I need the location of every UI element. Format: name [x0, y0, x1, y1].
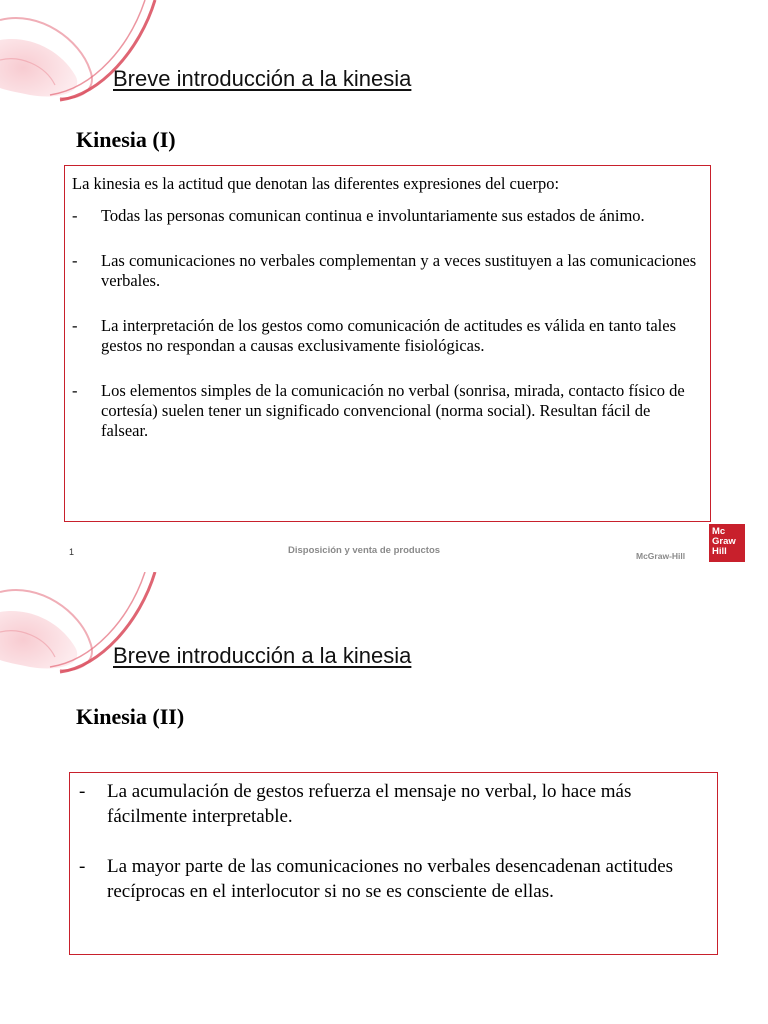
- content-box: [64, 165, 711, 522]
- header-title: Breve introducción a la kinesia: [113, 643, 412, 668]
- slide-heading: Kinesia (II): [76, 704, 185, 729]
- red-swoosh-decoration: [0, 0, 170, 110]
- bullet-marker: -: [72, 381, 78, 400]
- logo-line: Graw: [712, 536, 736, 547]
- bullet-text: La mayor parte de las comunicaciones no verbales desencadenan actitudes recíprocas en el interlocutor si no se es consciente de ellas.: [107, 856, 674, 902]
- bullet-marker: -: [79, 856, 86, 877]
- footer-publisher: McGraw-Hill: [636, 551, 686, 561]
- logo-line: Mc: [712, 526, 726, 537]
- list-item: [72, 316, 700, 356]
- list-item: [79, 854, 707, 904]
- bullet-text: Las comunicaciones no verbales complementan y a veces sustituyen a las comunicaciones verbales.: [101, 251, 697, 290]
- bullet-marker: -: [72, 316, 78, 335]
- bullet-marker: -: [72, 251, 78, 270]
- slide-heading: Kinesia (I): [76, 127, 176, 152]
- footer-course-title: Disposición y venta de productos: [288, 545, 441, 556]
- bullet-text: La interpretación de los gestos como comunicación de actitudes es válida en tanto tales gestos no respondan a causas exclusivamente fisiológicas.: [101, 316, 677, 355]
- page-number: 1: [69, 547, 75, 557]
- bullet-text: Los elementos simples de la comunicación no verbal (sonrisa, mirada, contacto físico de cortesía) suelen tener un significado convencional (norma social). Resultan fácil de falsear.: [101, 381, 685, 440]
- slide-2: [0, 572, 768, 1024]
- intro-text: La kinesia es la actitud que denotan las diferentes expresiones del cuerpo:: [72, 174, 560, 193]
- mcgraw-hill-logo: [709, 524, 745, 562]
- bullet-list: [72, 206, 700, 441]
- list-item: [72, 251, 700, 291]
- logo-line: Hill: [712, 546, 727, 557]
- bullet-text: Todas las personas comunican continua e involuntariamente sus estados de ánimo.: [101, 206, 645, 225]
- content-box: [69, 772, 718, 955]
- bullet-marker: -: [72, 206, 78, 225]
- bullet-text: La acumulación de gestos refuerza el mensaje no verbal, lo hace más fácilmente interpretable.: [107, 781, 632, 827]
- bullet-list: [79, 779, 707, 904]
- list-item: [72, 381, 700, 441]
- header-title: Breve introducción a la kinesia: [113, 66, 412, 91]
- list-item: [79, 779, 707, 829]
- list-item: [72, 206, 700, 226]
- bullet-marker: -: [79, 781, 86, 802]
